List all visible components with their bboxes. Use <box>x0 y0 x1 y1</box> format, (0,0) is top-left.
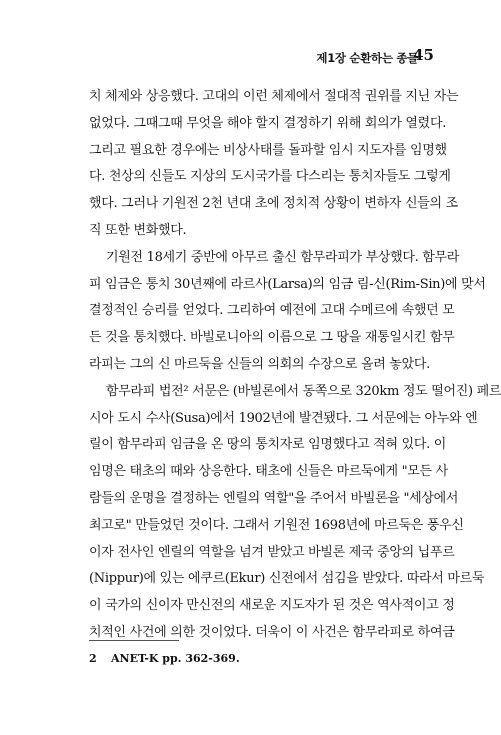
paragraph <box>89 84 459 245</box>
text-line: 치적인 사건에 의한 것이었다. 더욱이 이 사건은 함무라피로 하여금 <box>89 624 455 640</box>
body-text <box>89 84 501 647</box>
text-line: 피 임금은 통치 30년째에 라르사(Larsa)의 임금 림-신(Rim-Sin)에 맞서 <box>89 276 486 292</box>
text-line: 람들의 운명을 결정하는 엔릴의 역할"을 주어서 바빌론을 "세상에서 <box>89 490 459 506</box>
page-number: 45 <box>413 46 434 64</box>
text-line: 그리고 필요한 경우에는 비상사태를 돌파할 임시 지도자를 임명했 <box>89 142 447 158</box>
footnote-rule <box>89 640 179 641</box>
text-line: 이 국가의 신이자 만신전의 새로운 지도자가 된 것은 역사적이고 정 <box>89 598 455 614</box>
text-line: 이자 전사인 엔릴의 역할을 넘겨 받았고 바빌론 제국 중앙의 닙푸르 <box>89 544 455 560</box>
text-line: 함무라피 법전² 서문은 (바빌론에서 동쪽으로 320km 정도 떨어진) 페르 <box>106 383 501 399</box>
text-line: 다. 천상의 신들도 지상의 도시국가를 다스리는 통치자들도 그렇게 <box>89 169 451 185</box>
paragraph <box>89 379 501 647</box>
text-line: 결정적인 승리를 얻었다. 그리하여 예전에 고대 수메르에 속했던 모 <box>89 303 455 319</box>
paragraph <box>89 245 486 379</box>
text-line: 했다. 그러나 기원전 2천 년대 초에 정치적 상황이 변하자 신들의 조 <box>89 196 458 212</box>
text-line: (Nippur)에 있는 에쿠르(Ekur) 신전에서 섬김을 받았다. 따라서 마르둑 <box>89 571 485 587</box>
text-line: 시아 도시 수사(Susa)에서 1902년에 발견됐다. 그 서문에는 아누와 엔 <box>89 410 478 426</box>
text-line: 든 것을 통치했다. 바빌로니아의 이름으로 그 땅을 재통일시킨 함무 <box>89 330 455 346</box>
text-line: 직 또한 변화했다. <box>89 222 187 238</box>
running-head <box>0 44 500 68</box>
text-line: 임명은 태초의 때와 상응한다. 태초에 신들은 마르둑에게 "모든 사 <box>89 464 448 480</box>
text-line: 최고로" 만들었던 것이다. 그래서 기원전 1698년에 마르둑은 풍우신 <box>89 517 464 533</box>
text-line: 없었다. 그때그때 무엇을 해야 할지 결정하기 위해 회의가 열렸다. <box>89 115 447 131</box>
footnote <box>89 652 240 665</box>
footnote-number: 2 <box>89 652 97 665</box>
text-line: 라피는 그의 신 마르둑을 신들의 의회의 수장으로 올려 놓았다. <box>89 356 430 372</box>
text-line: 릴이 함무라피 임금을 온 땅의 통치자로 임명했다고 적혀 있다. 이 <box>89 437 447 453</box>
text-line: 치 체제와 상응했다. 고대의 이런 체제에서 절대적 권위를 지닌 자는 <box>89 89 459 104</box>
chapter-title: 제1장 순환하는 종들 <box>316 51 418 65</box>
text-line: 기원전 18세기 중반에 아무르 출신 함무라피가 부상했다. 함무라 <box>106 249 460 265</box>
footnote-text: ANET-K pp. 362-369. <box>111 652 240 665</box>
